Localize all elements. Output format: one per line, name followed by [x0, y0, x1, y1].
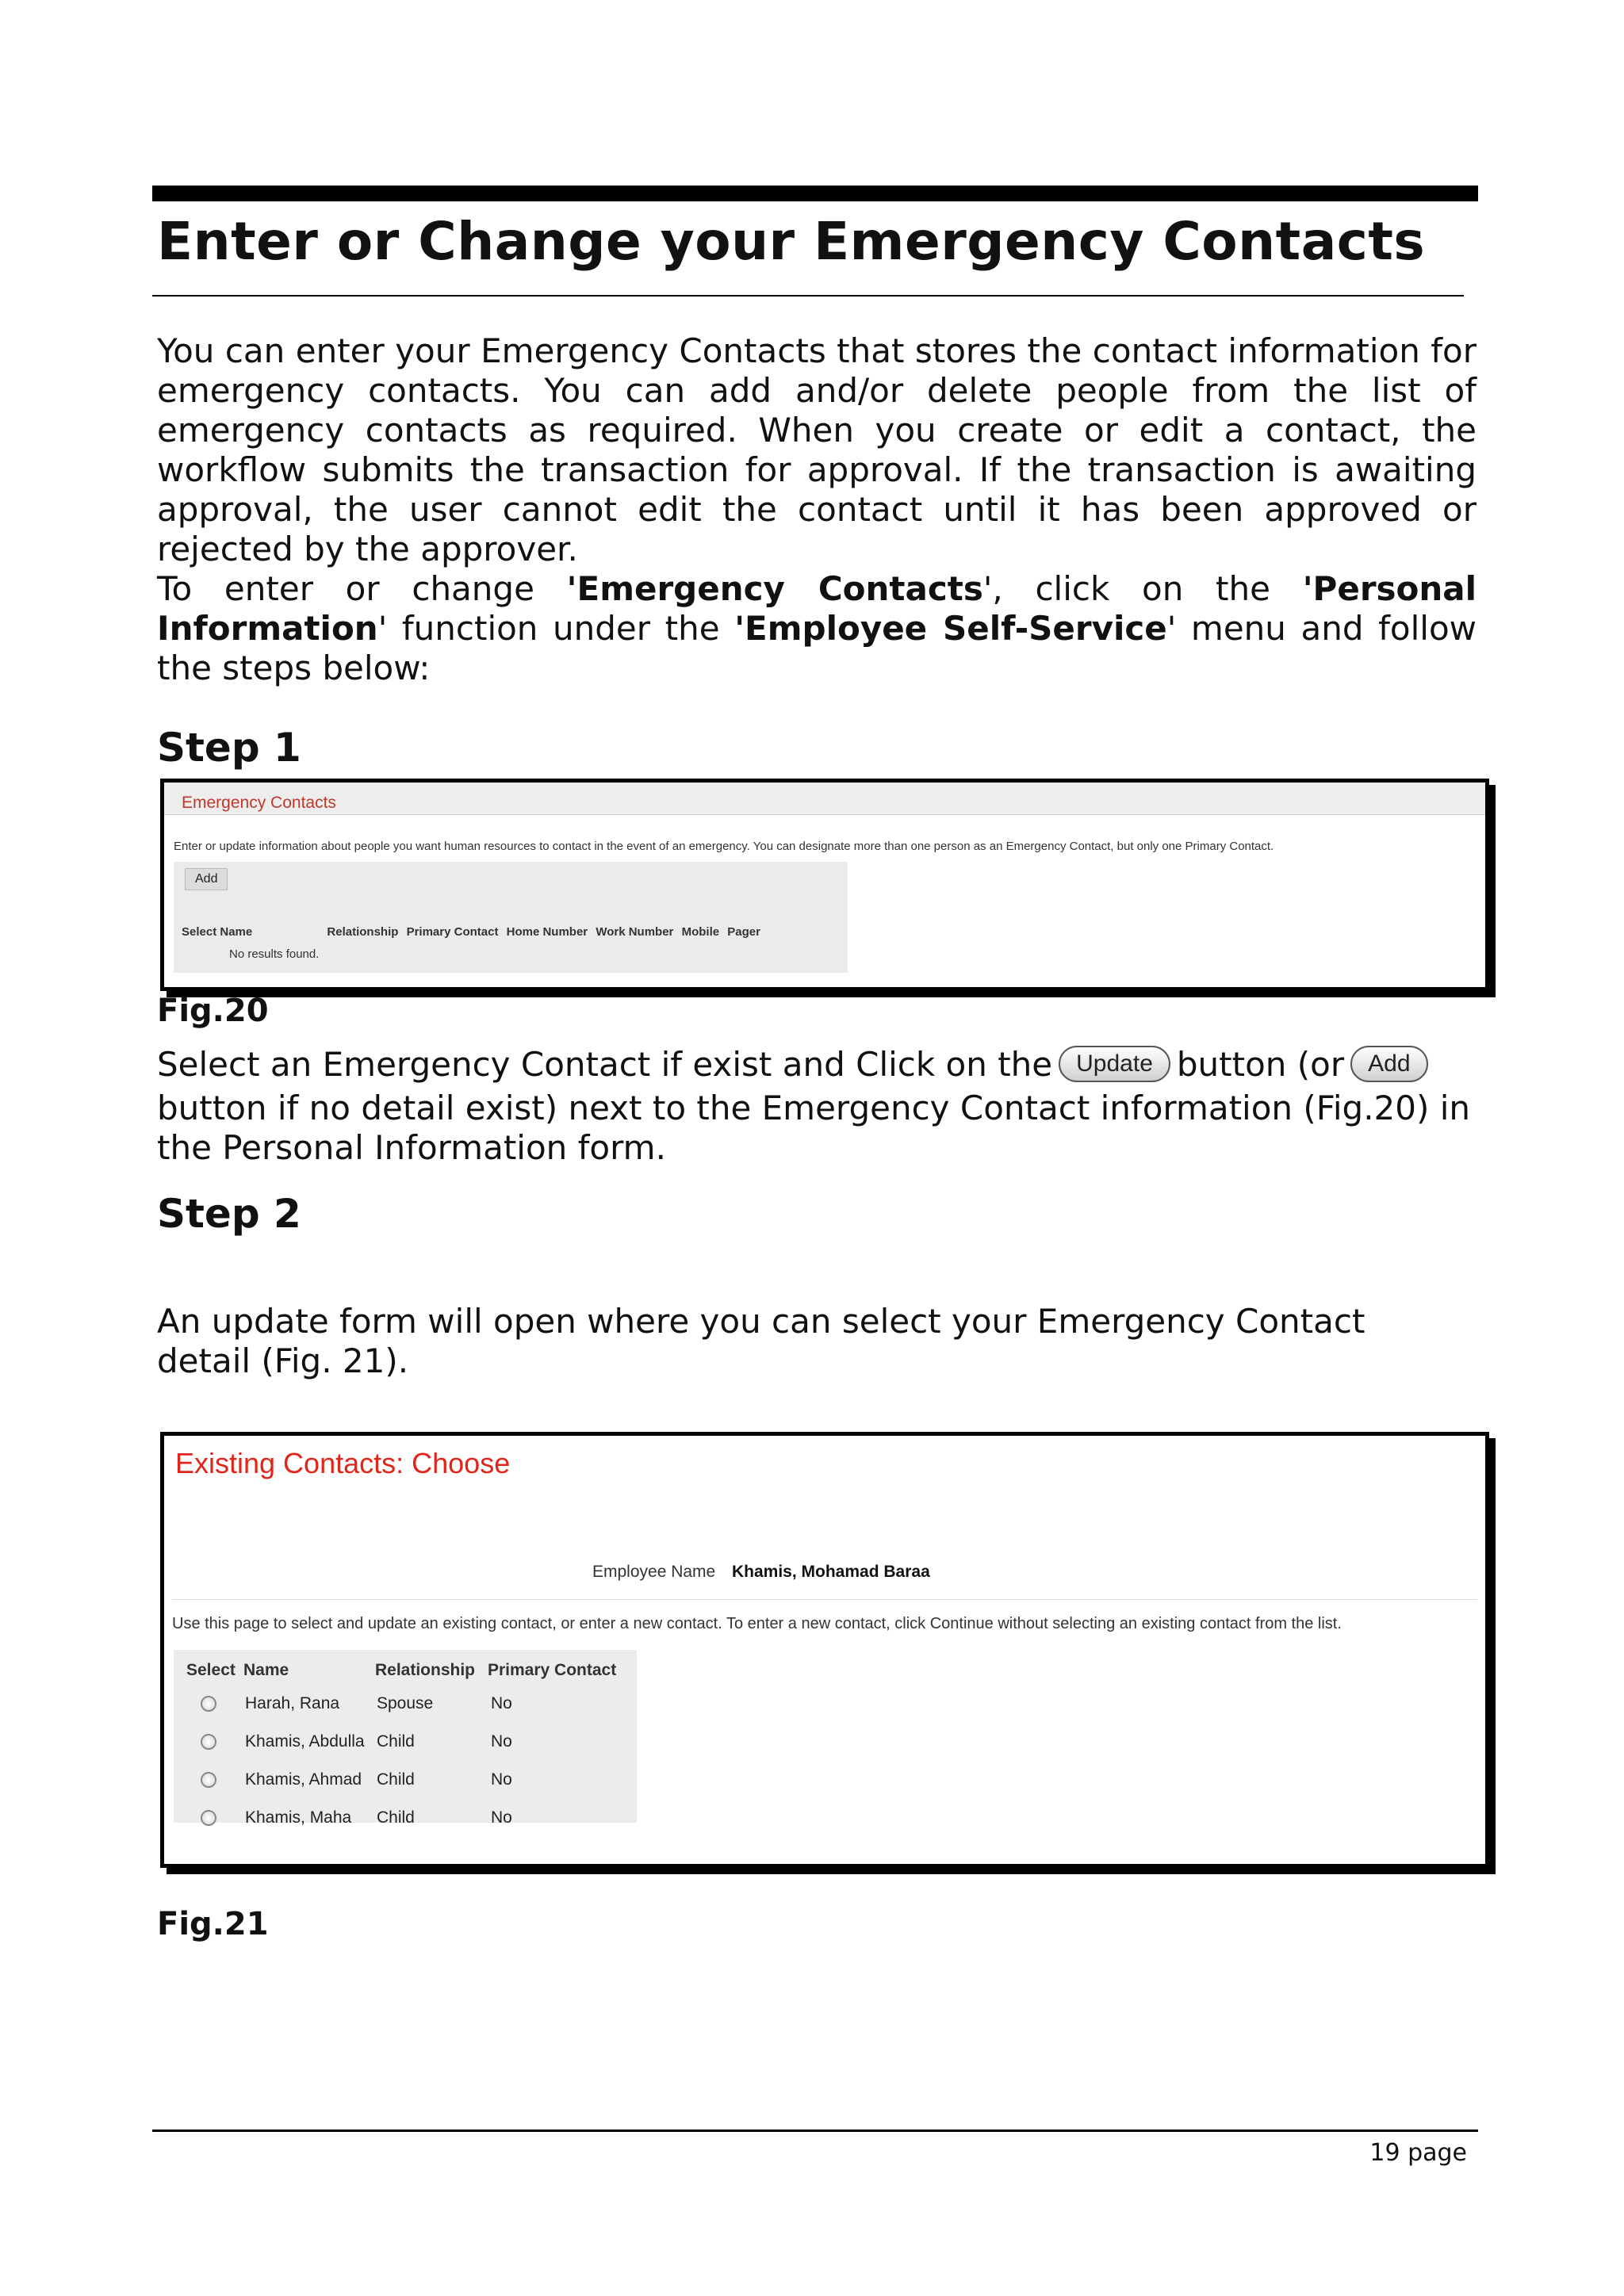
select-radio[interactable]	[201, 1772, 216, 1788]
step2-text: An update form will open where you can select your Emergency Contact detail (Fig. 21).	[157, 1302, 1365, 1380]
personal-information-term: 'Personal Information	[157, 569, 1477, 648]
footer-rule	[152, 2130, 1478, 2132]
contact-primary: No	[491, 1694, 512, 1712]
add-button-inline[interactable]: Add	[1350, 1046, 1427, 1082]
contact-relationship: Child	[377, 1732, 415, 1751]
column-header: Primary Contact	[406, 925, 499, 939]
screenshot-header-title: Emergency Contacts	[182, 794, 336, 812]
header-primary-contact: Primary Contact	[488, 1661, 617, 1679]
no-results-text: No results found.	[229, 947, 320, 961]
header-name: Name	[243, 1661, 289, 1679]
contact-relationship: Child	[377, 1770, 415, 1789]
step2-heading: Step 2	[157, 1191, 301, 1237]
intro-paragraph: You can enter your Emergency Contacts that stores the contact information for emergency contacts. You can add and/or delete people from the list of emergency contacts as required. When you create or edit a contact, the workflow submits the transaction for approval. If the transaction is awaiting approval, the user cannot edit the contact until it has been approved or rejected by the approver.	[157, 331, 1477, 568]
select-radio[interactable]	[201, 1810, 216, 1826]
page-number: 19 page	[1369, 2139, 1467, 2167]
table-row[interactable]	[174, 1800, 637, 1827]
contact-primary: No	[491, 1732, 512, 1751]
table-row[interactable]	[174, 1686, 637, 1724]
fig21-label: Fig.21	[157, 1906, 269, 1942]
instruction-text: ' menu and follow the steps below:	[157, 609, 1477, 687]
contact-name: Khamis, Ahmad	[245, 1770, 362, 1789]
page-title: Enter or Change your Emergency Contacts	[157, 211, 1426, 272]
employee-name-label: Employee Name	[592, 1563, 716, 1581]
header-select: Select	[186, 1661, 236, 1679]
emergency-contacts-screenshot	[160, 779, 1489, 991]
column-header: Relationship	[327, 925, 399, 939]
emergency-contacts-term: 'Emergency Contacts	[566, 569, 983, 608]
fig20-label: Fig.20	[157, 993, 269, 1029]
contact-primary: No	[491, 1808, 512, 1827]
instruction-text: ' function under the	[377, 609, 735, 648]
table-row[interactable]	[174, 1762, 637, 1800]
title-rule	[152, 295, 1464, 297]
employee-self-service-term: 'Employee Self-Service	[734, 609, 1167, 648]
existing-contacts-title: Existing Contacts: Choose	[175, 1447, 511, 1479]
contact-name: Harah, Rana	[245, 1694, 340, 1712]
screenshot-description: Enter or update information about people you want human resources to contact in the event of an emergency. You can designate more than one person as an Emergency Contact, but only one Primary Contact.	[174, 840, 1274, 853]
step1-text-part: button if no detail exist) next to the Emergency Contact information (Fig.20) in the Personal Information form.	[157, 1088, 1471, 1167]
add-button[interactable]: Add	[185, 868, 228, 890]
column-headers	[182, 925, 765, 939]
column-header: Select Name	[182, 925, 253, 939]
contacts-table	[174, 1650, 637, 1827]
update-button[interactable]: Update	[1059, 1046, 1170, 1082]
column-header: Work Number	[596, 925, 674, 939]
top-rule	[152, 186, 1478, 201]
select-radio[interactable]	[201, 1734, 216, 1750]
employee-name-value: Khamis, Mohamad Baraa	[732, 1563, 930, 1581]
contact-relationship: Spouse	[377, 1694, 434, 1712]
step1-text	[157, 1045, 1477, 1168]
header-relationship: Relationship	[375, 1661, 476, 1679]
instruction-text: To enter or change	[157, 569, 567, 608]
column-header: Mobile	[681, 925, 720, 939]
instruction-text: ', click on the	[982, 569, 1303, 608]
column-header: Home Number	[506, 925, 588, 939]
screenshot-header	[164, 783, 1485, 815]
divider	[172, 1599, 1477, 1600]
contact-name: Khamis, Abdulla	[245, 1732, 365, 1751]
table-row[interactable]	[174, 1724, 637, 1762]
select-radio[interactable]	[201, 1696, 216, 1712]
intro-instructions	[157, 569, 1477, 688]
contact-primary: No	[491, 1770, 512, 1789]
contact-relationship: Child	[377, 1808, 415, 1827]
step1-heading: Step 1	[157, 725, 301, 771]
column-header: Pager	[727, 925, 760, 939]
contacts-panel	[174, 862, 848, 973]
instructions-text: Use this page to select and update an existing contact, or enter a new contact. To enter a new contact, click Continue without selecting an existing contact from the list.	[172, 1615, 1342, 1632]
step1-text-part: Select an Emergency Contact if exist and Click on the	[157, 1045, 1053, 1084]
existing-contacts-screenshot	[160, 1432, 1489, 1868]
contact-name: Khamis, Maha	[245, 1808, 352, 1827]
step1-text-part: button (or	[1176, 1045, 1345, 1084]
